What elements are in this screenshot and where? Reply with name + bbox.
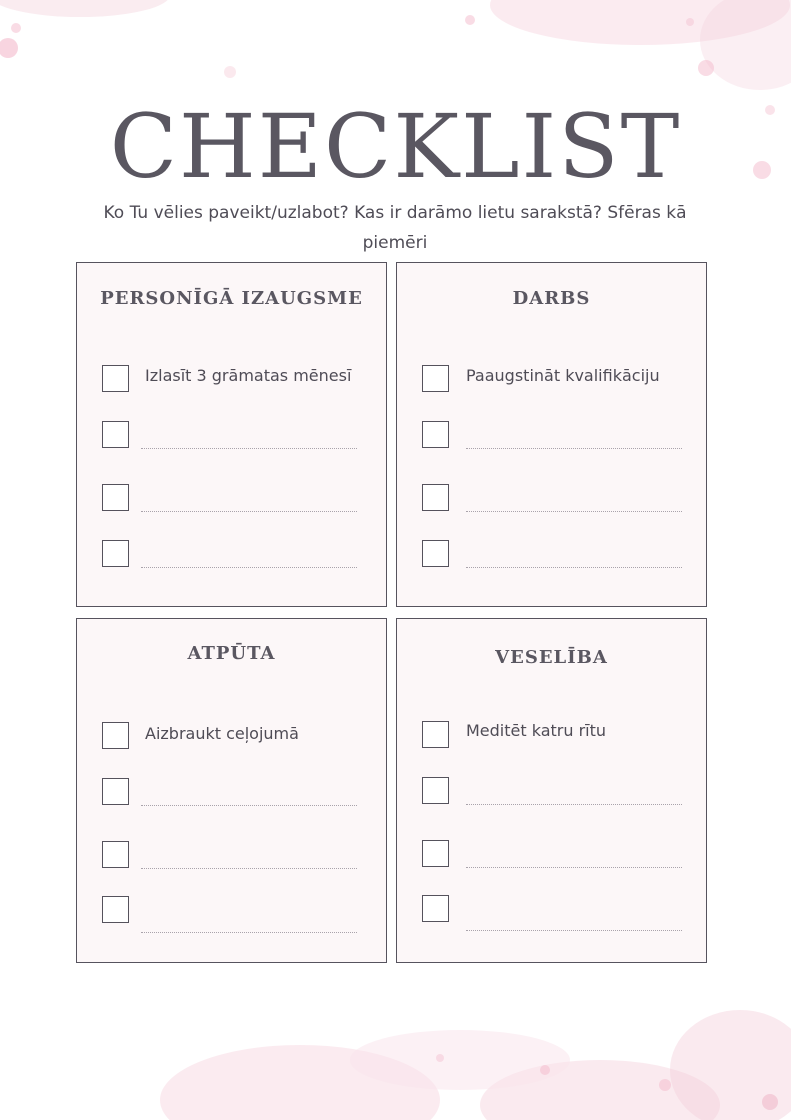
section-title: PERSONĪGĀ IZAUGSME [100, 288, 363, 309]
page-title: CHECKLIST [109, 95, 682, 198]
section-title: DARBS [512, 288, 591, 309]
watercolor-decoration-bottom [0, 990, 791, 1120]
checkbox[interactable] [422, 365, 449, 392]
section-title: ATPŪTA [187, 643, 276, 664]
checkbox[interactable] [102, 421, 129, 448]
checklist-item-text: Izlasīt 3 grāmatas mēnesī [145, 366, 352, 385]
write-in-line[interactable] [141, 868, 357, 869]
checkbox[interactable] [102, 484, 129, 511]
write-in-line[interactable] [141, 567, 357, 568]
write-in-line[interactable] [466, 867, 682, 868]
checklist-item-text: Paaugstināt kvalifikāciju [466, 366, 660, 385]
write-in-line[interactable] [141, 805, 357, 806]
write-in-line[interactable] [466, 448, 682, 449]
section-leisure [76, 618, 387, 963]
write-in-line[interactable] [466, 511, 682, 512]
checkbox[interactable] [102, 722, 129, 749]
page-subtitle: Ko Tu vēlies paveikt/uzlabot? Kas ir darāmo lietu sarakstā? Sfēras kā piemēri [103, 203, 687, 253]
write-in-line[interactable] [141, 511, 357, 512]
section-title: VESELĪBA [495, 647, 608, 668]
write-in-line[interactable] [466, 804, 682, 805]
write-in-line[interactable] [141, 932, 357, 933]
checkbox[interactable] [422, 840, 449, 867]
checkbox[interactable] [422, 895, 449, 922]
section-personal-growth [76, 262, 387, 607]
checkbox[interactable] [422, 484, 449, 511]
checkbox[interactable] [102, 841, 129, 868]
checkbox[interactable] [422, 777, 449, 804]
write-in-line[interactable] [466, 567, 682, 568]
checkbox[interactable] [102, 540, 129, 567]
section-health [396, 618, 707, 963]
write-in-line[interactable] [141, 448, 357, 449]
section-work [396, 262, 707, 607]
checkbox[interactable] [102, 365, 129, 392]
checkbox[interactable] [102, 778, 129, 805]
checklist-item-text: Meditēt katru rītu [466, 721, 607, 740]
checkbox[interactable] [102, 896, 129, 923]
checkbox[interactable] [422, 540, 449, 567]
checkbox[interactable] [422, 421, 449, 448]
write-in-line[interactable] [466, 930, 682, 931]
checklist-item-text: Aizbraukt ceļojumā [145, 724, 299, 743]
checkbox[interactable] [422, 721, 449, 748]
